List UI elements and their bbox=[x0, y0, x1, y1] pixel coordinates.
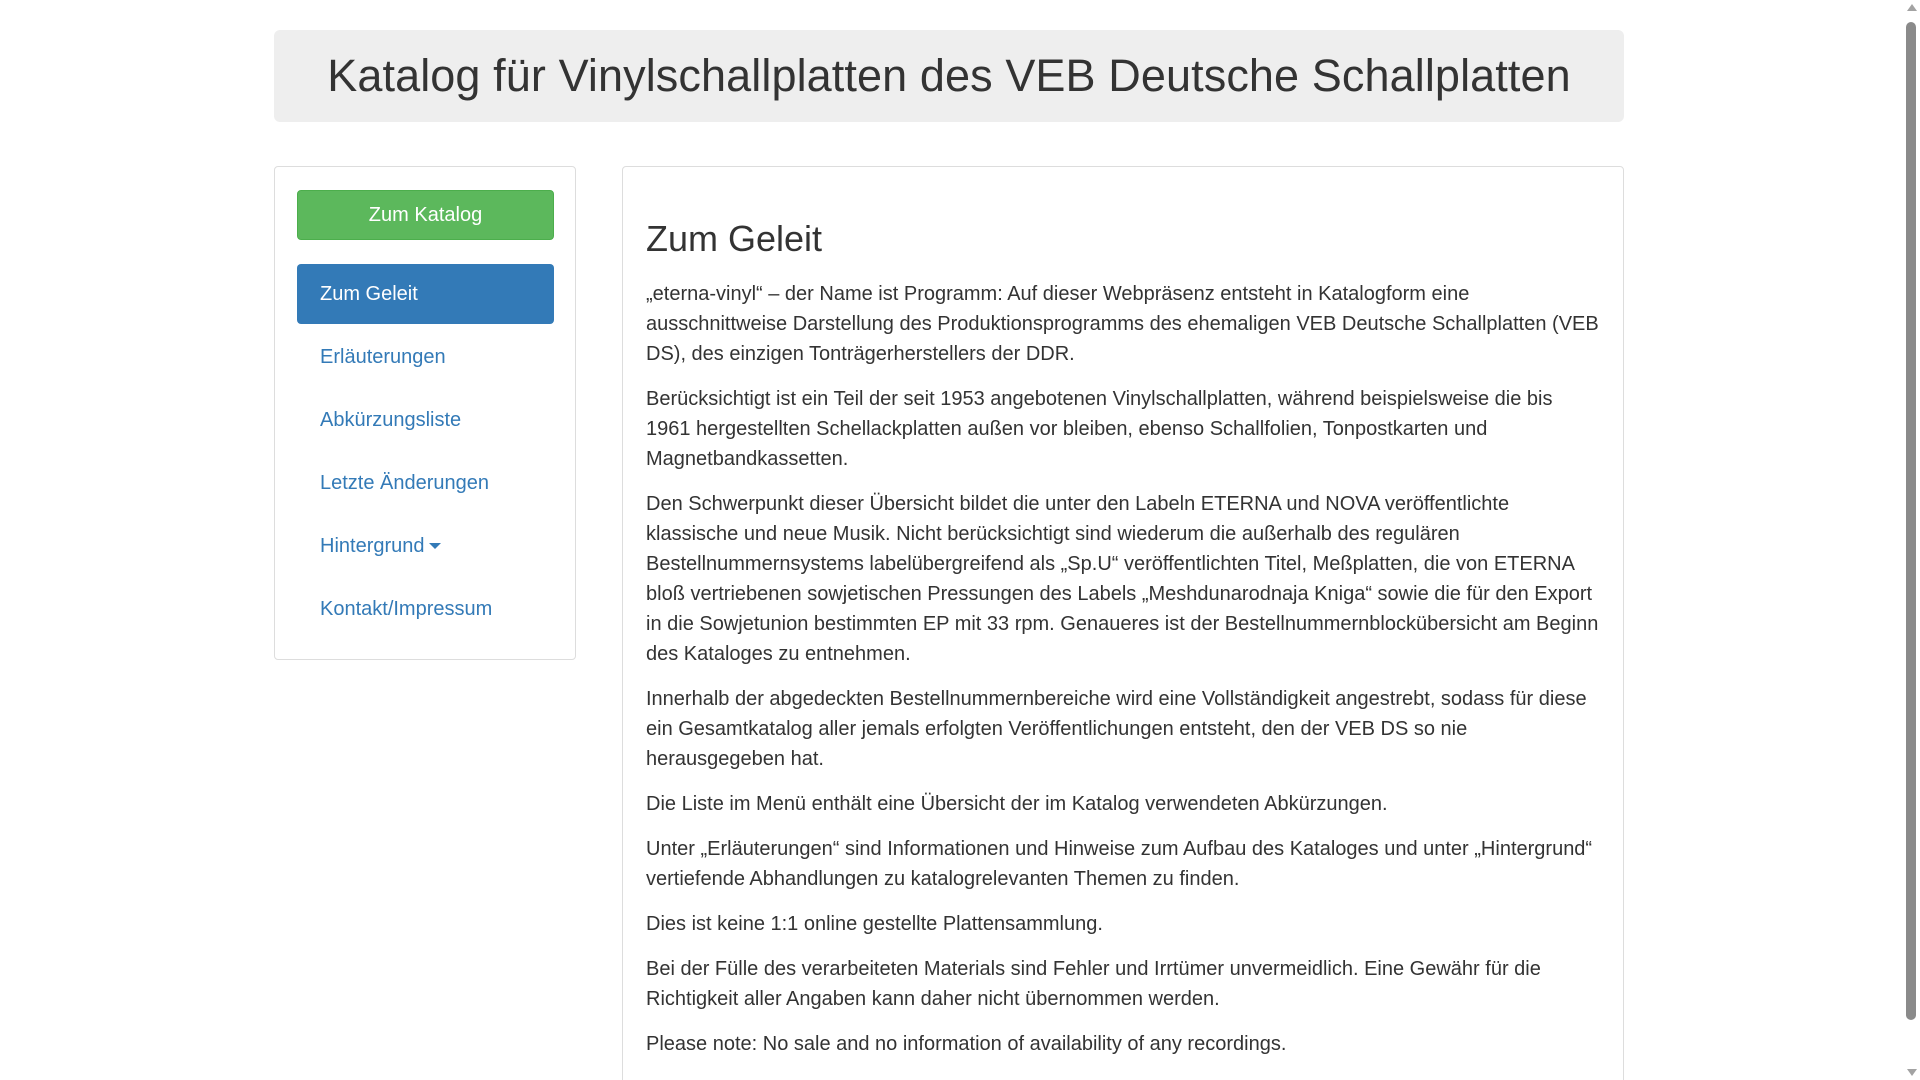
nav-item-kontakt-impressum[interactable] bbox=[297, 579, 554, 639]
scroll-up-icon[interactable] bbox=[1907, 4, 1917, 11]
nav-item-letzte-aenderungen[interactable] bbox=[297, 453, 554, 513]
paragraph: Unter „Erläuterungen“ sind Informationen und Hinweise zum Aufbau des Kataloges und unter „Hintergrund“ vertiefende Abhandlungen zu katalogrelevanten Themen zu finden. bbox=[646, 837, 1593, 890]
nav-item-hintergrund[interactable] bbox=[297, 516, 554, 576]
nav-item-label: Hintergrund bbox=[320, 534, 425, 557]
nav-item-label: Abkürzungsliste bbox=[320, 408, 462, 431]
paragraph: Die Liste im Menü enthält eine Übersicht der im Katalog verwendeten Abkürzungen. bbox=[646, 792, 1388, 815]
paragraph: Dies ist keine 1:1 online gestellte Plattensammlung. bbox=[646, 912, 1103, 935]
nav-item-label: Kontakt/Impressum bbox=[320, 597, 493, 620]
site-header bbox=[274, 30, 1624, 122]
paragraph: Please note: No sale and no information of availability of any recordings. bbox=[646, 1032, 1287, 1055]
sidebar bbox=[274, 166, 576, 660]
paragraph: Bei der Fülle des verarbeiteten Materials sind Fehler und Irrtümer unvermeidlich. Eine Gewähr für die Richtigkeit aller Angaben kann daher nicht übernommen werden. bbox=[646, 957, 1541, 1010]
caret-down-icon bbox=[429, 543, 441, 549]
paragraph: Berücksichtigt ist ein Teil der seit 1953 angebotenen Vinylschallplatten, während beispielsweise die bis 1961 hergestellten Schellackplatten außen vor bleiben, ebenso Schallfolien, Tonpostkarten und Magnetbandkassetten. bbox=[646, 387, 1553, 470]
content-heading: Zum Geleit bbox=[646, 218, 823, 259]
main-content bbox=[622, 166, 1624, 1080]
paragraph: Innerhalb der abgedeckten Bestellnummernbereiche wird eine Vollständigkeit angestrebt, sodass für diese ein Gesamtkatalog aller jemals erfolgten Veröffentlichungen entsteht, den der VEB DS so nie herausgegeben hat. bbox=[646, 687, 1587, 770]
scrollbar-thumb[interactable] bbox=[1906, 22, 1916, 1020]
site-title: Katalog für Vinylschallplatten des VEB Deutsche Schallplatten bbox=[327, 50, 1571, 101]
nav-item-zum-geleit[interactable] bbox=[297, 264, 554, 324]
page-scrollbar[interactable] bbox=[1903, 0, 1920, 1080]
nav-item-erlaeuterungen[interactable] bbox=[297, 327, 554, 387]
nav-item-abkuerzungsliste[interactable] bbox=[297, 390, 554, 450]
nav-item-label: Erläuterungen bbox=[320, 345, 446, 368]
paragraph: Den Schwerpunkt dieser Übersicht bildet die unter den Labeln ETERNA und NOVA veröffentlichte klassische und neue Musik. Nicht berücksichtigt sind wiederum die außerhalb des regulären Bestellnummernsystems labelübergreifend als „Sp.U“ veröffentlichten Titel, Meßplatten, die von ETERNA bloß vertriebenen sowjetischen Pressungen des Labels „Meshdunarodnaja Kniga“ sowie die für den Export in die Sowjetunion bestimmten EP mit 33 rpm. Genaueres ist der Bestellnummernblockübersicht am Beginn des Kataloges zu entnehmen. bbox=[646, 492, 1599, 665]
catalog-button[interactable]: Zum Katalog bbox=[297, 190, 554, 240]
sidebar-nav bbox=[297, 264, 554, 642]
paragraph: „eterna-vinyl“ – der Name ist Programm: Auf dieser Webpräsenz entsteht in Katalogform eine ausschnittweise Darstellung des Produktionsprogramms des ehemaligen VEB Deutsche Schallplatten (VEB DS), des einzigen Tonträgerherstellers der DDR. bbox=[646, 282, 1599, 365]
scroll-down-icon[interactable] bbox=[1907, 1069, 1917, 1076]
nav-item-label: Letzte Änderungen bbox=[320, 471, 490, 494]
nav-item-label: Zum Geleit bbox=[320, 282, 418, 305]
